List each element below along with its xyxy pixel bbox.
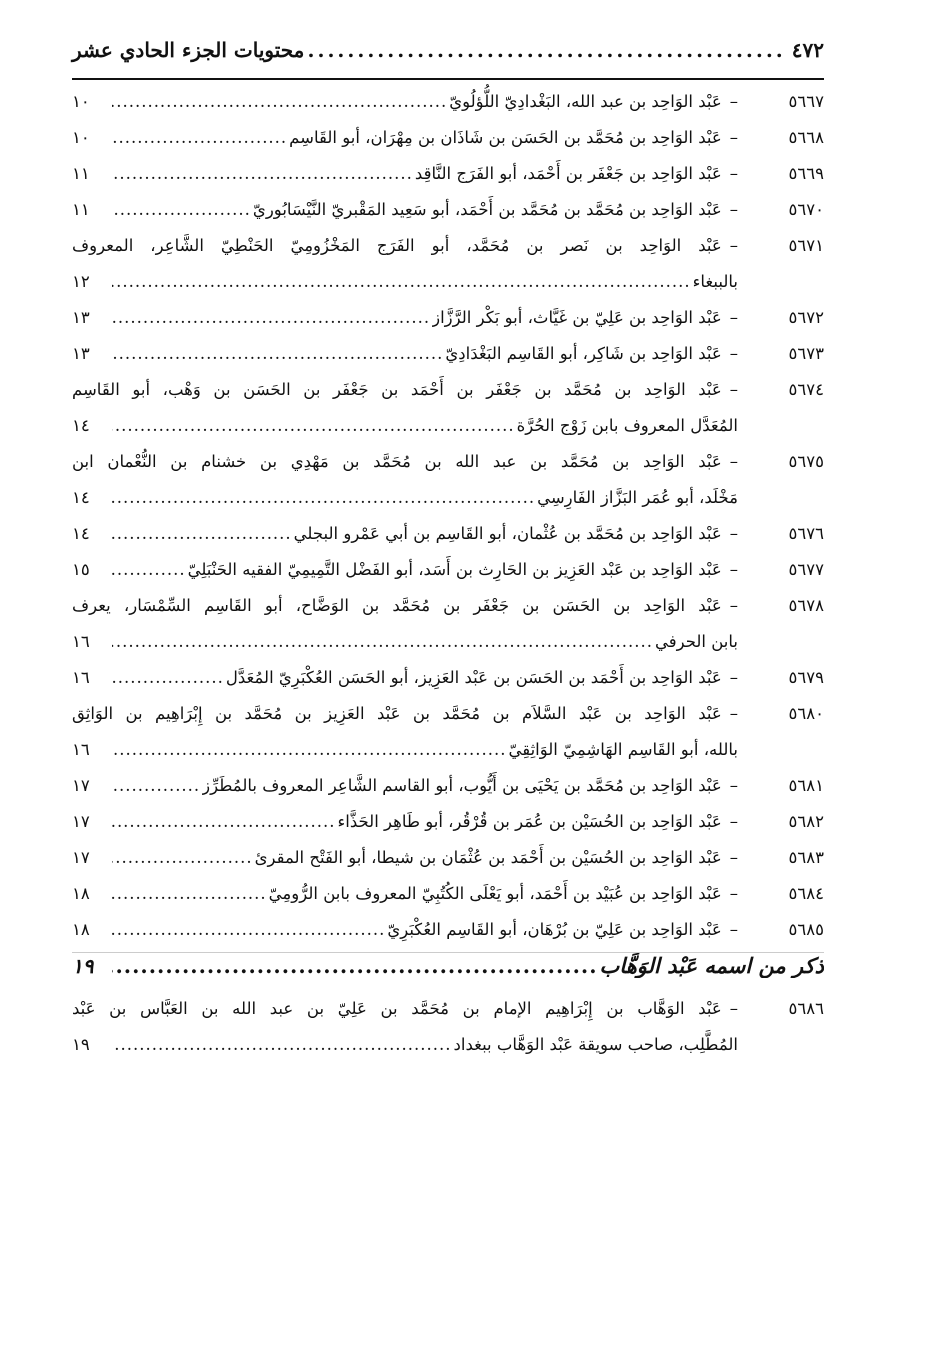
toc-entry [72, 552, 824, 588]
entry-number: ٥٦٧٩ [788, 668, 824, 687]
entry-page-ref: ١٧ [72, 848, 90, 867]
entry-page-ref: ١١ [72, 200, 90, 219]
entry-dash: – [729, 164, 738, 183]
entry-text: مَخْلَد، أبو عُمَر البَزَّاز الفَارِسِي [537, 488, 738, 507]
entry-text: بالببغاء [692, 272, 738, 291]
entry-dash: – [729, 920, 738, 939]
toc-entry [72, 768, 824, 804]
leader-dots [112, 552, 188, 588]
entry-dash: – [729, 236, 738, 255]
entry-dash: – [729, 524, 738, 543]
entry-number: ٥٦٧٠ [788, 200, 824, 219]
toc-entries [72, 84, 824, 948]
toc-entry [72, 192, 824, 228]
leader-dots [112, 660, 226, 696]
toc-entry [72, 156, 824, 192]
entry-number: ٥٦٧٨ [788, 596, 824, 615]
entry-page-ref: ١١ [72, 164, 90, 183]
entry-number: ٥٦٧٧ [788, 560, 824, 579]
toc-entry [72, 120, 824, 156]
entry-dash: – [729, 308, 738, 327]
section-entries [72, 991, 824, 1063]
entry-dash: – [729, 848, 738, 867]
section-heading [72, 952, 824, 991]
entry-page-ref: ١٤ [72, 524, 90, 543]
entry-text: بالله، أبو القَاسِم الهَاشِمِيّ الوَاثِقِيّ [508, 740, 738, 759]
leader-dots [112, 912, 387, 948]
entry-dash: – [729, 776, 738, 795]
entry-text: عَبْد الوَاحِد بن أَحْمَد بن الحَسَن بن عَبْد العَزِيز، أبو الحَسَن العُكْبَرِيّ المُعَدَّل [225, 668, 722, 687]
entry-page-ref: ١٩ [72, 1035, 90, 1054]
toc-entry [72, 228, 824, 300]
leader-dots [112, 732, 508, 768]
entry-dash: – [729, 704, 738, 723]
page-number: ٤٧٢ [791, 38, 824, 62]
entry-text: عَبْد الوَاحِد بن مُحَمَّد بن عُثْمان، أبو القَاسِم بن أبي عَمْرو البجلي [293, 524, 722, 543]
toc-entry [72, 876, 824, 912]
entry-dash: – [729, 380, 738, 399]
entry-number: ٥٦٧١ [788, 236, 824, 255]
toc-entry [72, 991, 824, 1063]
entry-text: عَبْد الوَاحِد بن عُبَيْد بن أَحْمَد، أبو يَعْلَى الكُتُبِيّ المعروف بابن الرُّومِيّ [268, 884, 722, 903]
section-page-ref: ١٩ [72, 954, 94, 978]
entry-page-ref: ١٠ [72, 92, 90, 111]
entry-number: ٥٦٨٣ [788, 848, 824, 867]
entry-text: عَبْد الوَاحِد بن عبد الله، البَغْدادِيّ اللُّؤلُويّ [449, 92, 722, 111]
entry-dash: – [729, 92, 738, 111]
entry-dash: – [729, 999, 738, 1018]
entry-page-ref: ١٠ [72, 128, 90, 147]
entry-text: عَبْد الوَاحِد بن عَلِيّ بن بُرْهَان، أبو القَاسِم العُكْبَرِيّ [387, 920, 722, 939]
toc-entry [72, 300, 824, 336]
leader-dots [112, 480, 537, 516]
entry-text: عَبْد الوَاحِد بن مُحَمَّد بن عبد الله بن مُحَمَّد بن مَهْدِي بن خشنام بن النُّعْمان ابن [72, 452, 722, 471]
entry-page-ref: ١٦ [72, 632, 90, 651]
entry-text: المُعَدَّل المعروف بابن زَوْج الحُرَّة [516, 416, 738, 435]
leader-dots [112, 768, 202, 804]
entry-number: ٥٦٨٠ [788, 704, 824, 723]
entry-dash: – [729, 596, 738, 615]
entry-dash: – [729, 812, 738, 831]
entry-text: عَبْد الوَهَّاب بن إِبْرَاهِيم الإمام بن مُحَمَّد بن عَلِيّ بن عبد الله بن العَبَّاس بن عَبْد [72, 999, 722, 1018]
entry-dash: – [729, 128, 738, 147]
entry-text: عَبْد الوَاحِد بن مُحَمَّد بن جَعْفَر بن أَحْمَد بن جَعْفَر بن الحَسَن بن وَهْب، أبو القَاسِم [72, 380, 722, 399]
entry-dash: – [729, 668, 738, 687]
toc-entry [72, 336, 824, 372]
entry-text: عَبْد الوَاحِد بن نَصر بن مُحَمَّد، أبو الفَرَج المَخْزُومِيّ الحَنْطِيّ الشَّاعِر، المعروف [72, 236, 722, 255]
leader-dots [112, 192, 253, 228]
section-leader-dots [112, 953, 600, 978]
toc-entry [72, 696, 824, 768]
entry-page-ref: ١٧ [72, 776, 90, 795]
entry-number: ٥٦٨٦ [788, 999, 824, 1018]
toc-entry [72, 444, 824, 516]
leader-dots [112, 300, 432, 336]
leader-dots [112, 120, 289, 156]
leader-dots [112, 156, 415, 192]
entry-number: ٥٦٦٧ [788, 92, 824, 111]
section-title: ذكر من اسمه عَبْد الوَهَّاب [599, 953, 824, 978]
entry-page-ref: ١٢ [72, 272, 90, 291]
entry-text: المُطَّلِب، صاحب سويقة عَبْد الوَهَّاب ببغداد [453, 1035, 738, 1054]
toc-entry [72, 912, 824, 948]
entry-text: عَبْد الوَاحِد بن مُحَمَّد بن مُحَمَّد بن أَحْمَد، أبو سَعِيد المَقْبريّ النَّيْسَابُوريّ [252, 200, 722, 219]
entry-text: عَبْد الوَاحِد بن عَبْد العَزِيز بن الحَارِث بن أَسَد، أبو الفَضْل التَّمِيمِيّ الفقيه الحَنْبَلِيّ [187, 560, 722, 579]
entry-text: عَبْد الوَاحِد بن جَعْفَر بن أَحْمَد، أبو الفَرَج النَّاقِد [414, 164, 722, 183]
toc-entry [72, 372, 824, 444]
leader-dots [112, 624, 655, 660]
entry-text: عَبْد الوَاحِد بن الحَسَن بن جَعْفَر بن مُحَمَّد بن الوَضَّاح، أبو القَاسِم السِّمْسَار، يعرف [72, 596, 722, 615]
leader-dots [112, 804, 338, 840]
entry-number: ٥٦٦٨ [788, 128, 824, 147]
entry-number: ٥٦٨٤ [788, 884, 824, 903]
entry-page-ref: ١٧ [72, 812, 90, 831]
toc-entry [72, 588, 824, 660]
toc-entry [72, 804, 824, 840]
entry-text: عَبْد الوَاحِد بن مُحَمَّد بن الحَسَن بن شَاذَان بن مِهْرَان، أبو القَاسِم [289, 128, 722, 147]
leader-dots [112, 336, 445, 372]
entry-dash: – [729, 560, 738, 579]
leader-dots [112, 876, 269, 912]
entry-page-ref: ١٨ [72, 920, 90, 939]
entry-number: ٥٦٧٤ [788, 380, 824, 399]
leader-dots [112, 84, 449, 120]
entry-text: عَبْد الوَاحِد بن مُحَمَّد بن يَحْيَى بن أَيُّوب، أبو القاسم الشَّاعِر المعروف بالمُطَرِّز [202, 776, 722, 795]
toc-entry [72, 660, 824, 696]
entry-page-ref: ١٨ [72, 884, 90, 903]
entry-dash: – [729, 452, 738, 471]
entry-text: عَبْد الوَاحِد بن الحُسَيْن بن أَحْمَد بن عُثْمَان بن شيطا، أبو الفَتْح المقرئ [254, 848, 722, 867]
entry-page-ref: ١٤ [72, 488, 90, 507]
entry-number: ٥٦٧٥ [788, 452, 824, 471]
entry-dash: – [729, 344, 738, 363]
entry-number: ٥٦٧٢ [788, 308, 824, 327]
toc-page [72, 38, 824, 1063]
entry-number: ٥٦٧٦ [788, 524, 824, 543]
page-header [72, 38, 824, 80]
entry-page-ref: ١٣ [72, 344, 90, 363]
entry-page-ref: ١٥ [72, 560, 90, 579]
toc-entry [72, 516, 824, 552]
entry-text: بابن الحرفي [654, 632, 738, 651]
entry-text: عَبْد الوَاحِد بن الحُسَيْن بن عُمَر بن قُرْقُر، أبو طَاهِر الحَذَّاء [337, 812, 722, 831]
leader-dots [112, 408, 517, 444]
leader-dots [112, 264, 693, 300]
entry-text: عَبْد الوَاحِد بن شَاكِر، أبو القَاسِم البَغْدَادِيّ [445, 344, 722, 363]
entry-page-ref: ١٣ [72, 308, 90, 327]
header-leader-dots [304, 38, 791, 62]
entry-number: ٥٦٧٣ [788, 344, 824, 363]
entry-page-ref: ١٦ [72, 740, 90, 759]
toc-entry [72, 840, 824, 876]
leader-dots [112, 1027, 454, 1063]
entry-number: ٥٦٦٩ [788, 164, 824, 183]
entry-number: ٥٦٨١ [788, 776, 824, 795]
leader-dots [112, 516, 294, 552]
leader-dots [112, 840, 255, 876]
entry-page-ref: ١٤ [72, 416, 90, 435]
toc-entry [72, 84, 824, 120]
entry-page-ref: ١٦ [72, 668, 90, 687]
entry-text: عَبْد الوَاحِد بن عَبْد السَّلاَم بن مُحَمَّد بن عَبْد العَزِيز بن مُحَمَّد بن إِبْرَاهِيم بن الوَاثِق [72, 704, 722, 723]
entry-number: ٥٦٨٥ [788, 920, 824, 939]
page-title: محتويات الجزء الحادي عشر [72, 38, 305, 62]
entry-dash: – [729, 200, 738, 219]
entry-dash: – [729, 884, 738, 903]
entry-text: عَبْد الوَاحِد بن عَلِيّ بن غَيَّاث، أبو بَكْر الرَّزَّاز [432, 308, 722, 327]
entry-number: ٥٦٨٢ [788, 812, 824, 831]
